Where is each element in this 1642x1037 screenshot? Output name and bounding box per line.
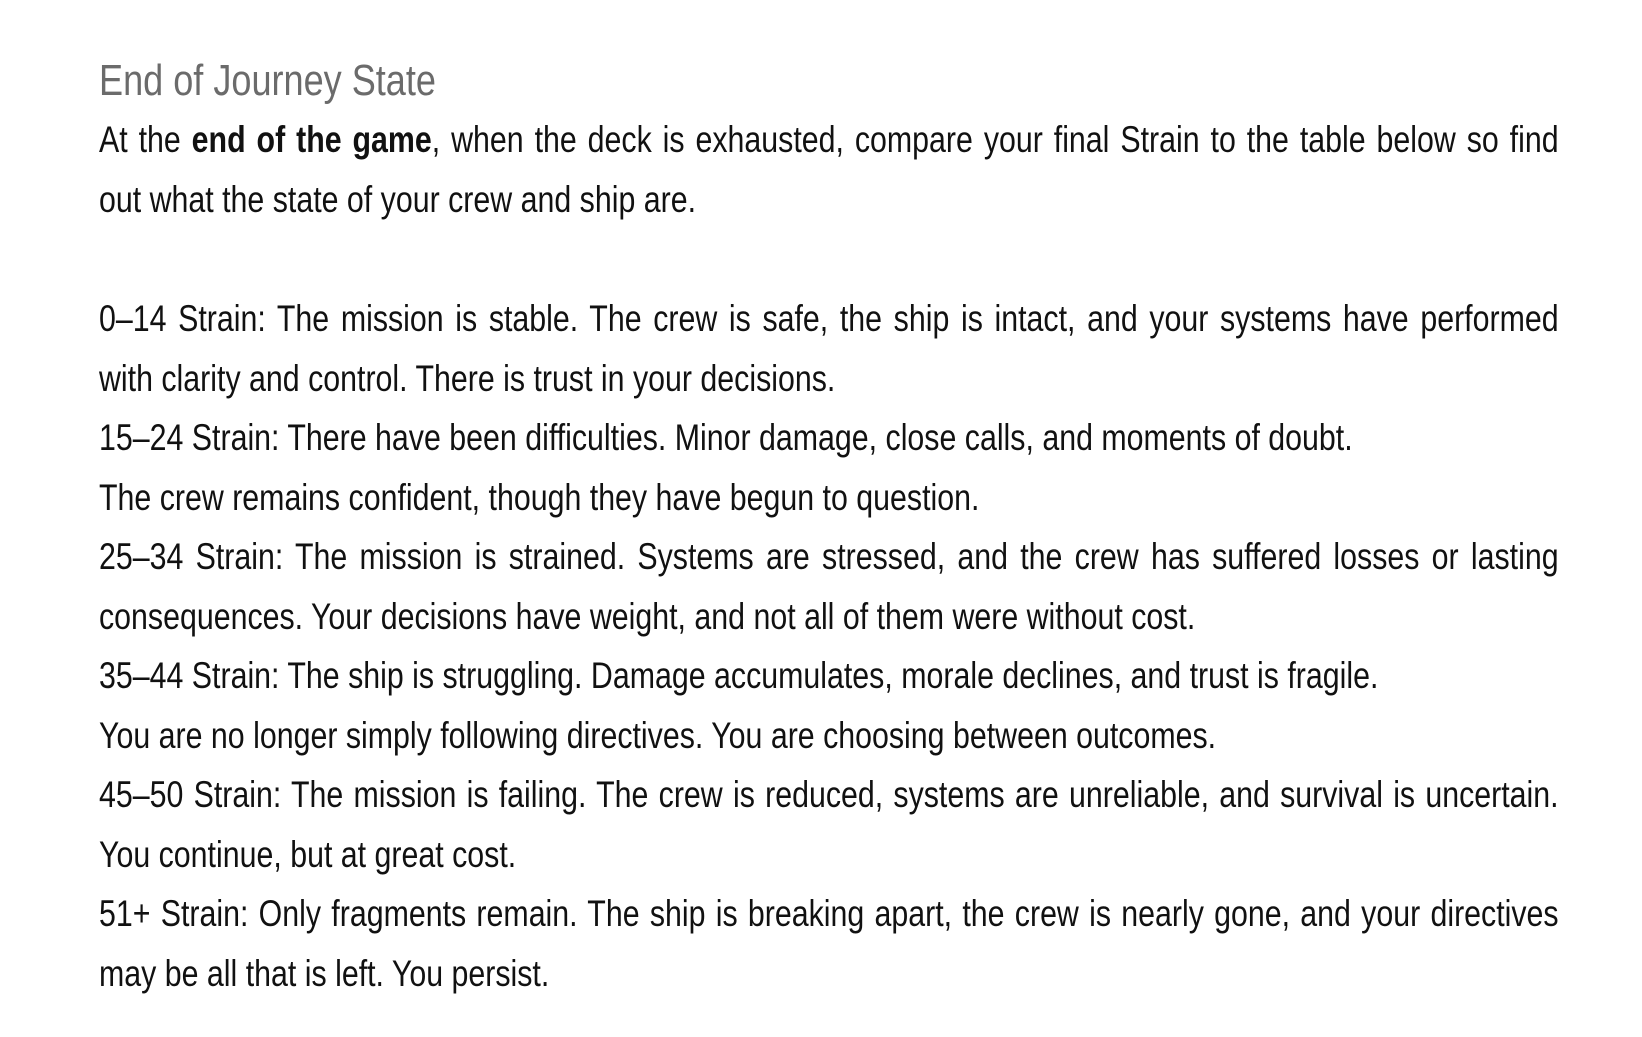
intro-bold-phrase: end of the game <box>191 119 432 160</box>
strain-description: The mission is stable. The crew is safe, the ship is intact, and your systems have performed with clarity and control. There is trust in your decisions. <box>99 298 1559 399</box>
strain-range: 15–24 Strain: <box>99 417 280 458</box>
strain-entry-0-14 <box>99 289 1559 408</box>
strain-entry-45-50 <box>99 765 1559 884</box>
intro-text-start: At the <box>99 119 192 160</box>
strain-range: 45–50 Strain: <box>99 774 282 815</box>
strain-entry-35-44 <box>99 646 1559 765</box>
strain-entry-15-24 <box>99 408 1559 527</box>
intro-text-end: , when the deck is exhausted, compare your final Strain to the table below so find out what the state of your crew and ship are. <box>99 119 1559 220</box>
strain-entry-51-plus <box>99 884 1559 1003</box>
paragraph-spacer <box>99 229 1559 289</box>
strain-description-line2: The crew remains confident, though they have begun to question. <box>99 476 980 518</box>
strain-description-line2: You are no longer simply following directives. You are choosing between outcomes. <box>99 714 1217 756</box>
strain-range: 35–44 Strain: <box>99 655 280 696</box>
strain-entry-25-34 <box>99 527 1559 646</box>
strain-range: 0–14 Strain: <box>99 298 266 339</box>
strain-description: The ship is struggling. Damage accumulates, morale declines, and trust is fragile. <box>279 655 1379 696</box>
strain-range: 51+ Strain: <box>99 893 249 934</box>
strain-description: The mission is failing. The crew is reduced, systems are unreliable, and survival is uncertain. You continue, but at great cost. <box>99 774 1559 875</box>
strain-description: Only fragments remain. The ship is breaking apart, the crew is nearly gone, and your directives may be all that is left. You persist. <box>99 893 1559 994</box>
document-page <box>99 52 1559 1003</box>
section-heading: End of Journey State <box>99 56 436 105</box>
intro-paragraph <box>99 110 1559 229</box>
strain-range: 25–34 Strain: <box>99 536 284 577</box>
strain-description: There have been difficulties. Minor damage, close calls, and moments of doubt. <box>279 417 1353 458</box>
strain-description: The mission is strained. Systems are stressed, and the crew has suffered losses or lasting consequences. Your decisions have weight, and not all of them were without cost. <box>99 536 1559 637</box>
